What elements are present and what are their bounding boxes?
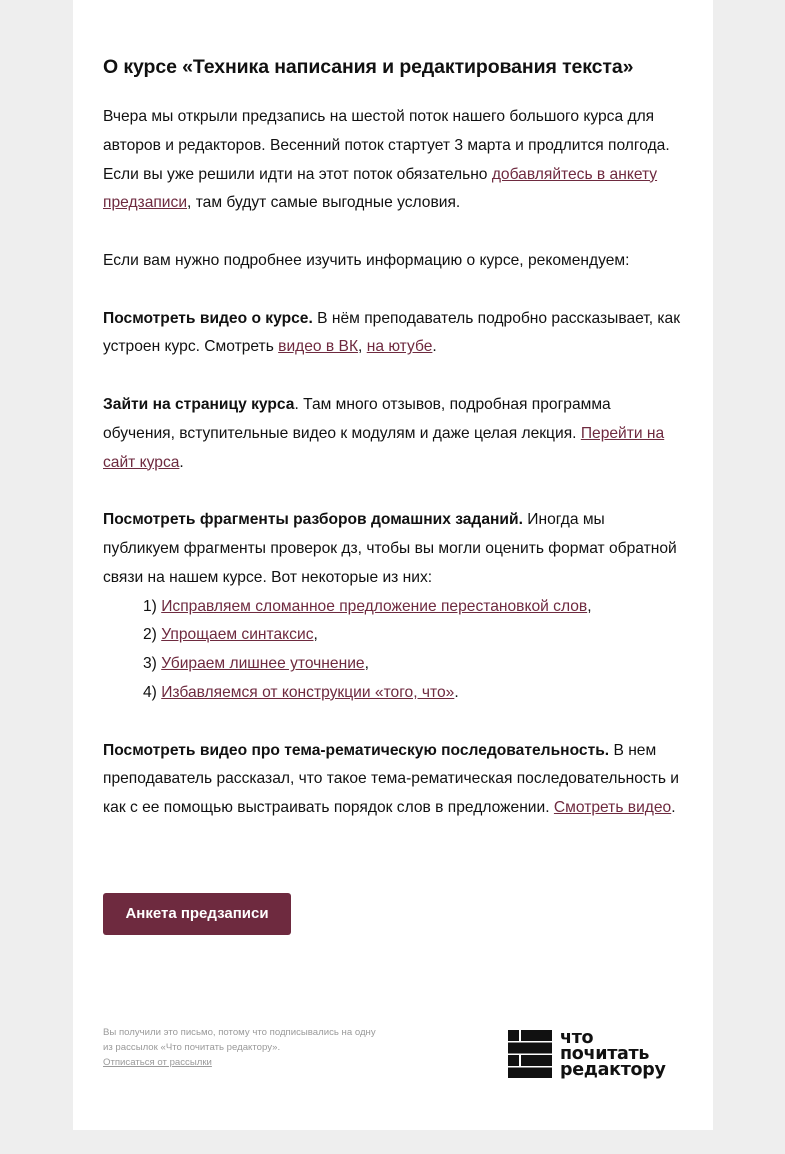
- period-text: .: [432, 338, 437, 356]
- homework-link-1[interactable]: Исправляем сломанное предложение перестановкой слов: [161, 597, 588, 615]
- list-item-punct: .: [454, 683, 459, 701]
- homework-heading: Посмотреть фрагменты разборов домашних заданий.: [103, 511, 523, 529]
- list-item: [143, 679, 685, 708]
- course-page-paragraph: [103, 391, 685, 477]
- list-item: [143, 621, 685, 650]
- homework-text: Иногда мы публикуем фрагменты проверок дз, чтобы вы могли оценить формат обратной связи на нашем курсе. Вот некоторые из них:: [103, 511, 677, 586]
- theme-rheme-text: В нем преподаватель рассказал, что такое тема-рематическая последовательность и как с ее помощью выстраивать порядок слов в предложении.: [103, 741, 680, 817]
- homework-paragraph: [103, 506, 685, 592]
- watch-video-link[interactable]: Смотреть видео: [553, 799, 672, 817]
- list-item-number: 3): [143, 655, 162, 673]
- period-text: .: [671, 799, 676, 817]
- course-title: О курсе «Техника написания и редактирования текста»: [103, 56, 634, 78]
- youtube-video-link[interactable]: на ютубе: [366, 338, 433, 356]
- period-text: .: [179, 453, 184, 471]
- list-item-number: 1): [143, 597, 162, 615]
- list-item: [143, 593, 685, 622]
- logo-line-1: что: [560, 1028, 594, 1048]
- logo-wordmark: [560, 1030, 666, 1078]
- list-item-number: 4): [143, 683, 162, 701]
- logo-line-2: почитать: [560, 1044, 650, 1064]
- recommend-paragraph: Если вам нужно подробнее изучить информацию о курсе, рекомендуем:: [103, 251, 630, 269]
- brand-logo: [508, 1028, 688, 1080]
- email-content: [103, 52, 685, 823]
- preregistration-button[interactable]: Анкета предзаписи: [103, 893, 291, 935]
- logo-line-3: редактору: [560, 1060, 666, 1080]
- vk-video-link[interactable]: видео в ВК: [278, 338, 359, 356]
- theme-rheme-heading: Посмотреть видео про тема-рематическую последовательность.: [103, 741, 610, 759]
- list-item-punct: ,: [587, 597, 592, 615]
- list-item-number: 2): [143, 626, 162, 644]
- unsubscribe-link[interactable]: Отписаться от рассылки: [103, 1057, 212, 1068]
- separator-text: ,: [358, 338, 367, 356]
- intro-paragraph: [103, 103, 685, 218]
- preregistration-form-link[interactable]: добавляйтесь в анкету предзаписи: [103, 165, 658, 212]
- email-footer: [103, 1025, 383, 1070]
- homework-link-3[interactable]: Убираем лишнее уточнение: [161, 655, 365, 673]
- footer-notice: Вы получили это письмо, потому что подписывались на одну из рассылок «Что почитать редактору».: [103, 1027, 376, 1053]
- course-page-text: . Там много отзывов, подробная программа обучения, вступительные видео к модулям и даже целая лекция.: [103, 395, 611, 442]
- course-video-text: В нём преподаватель подробно рассказывает, как устроен курс. Смотреть: [103, 309, 681, 356]
- homework-list: [103, 593, 685, 708]
- course-video-heading: Посмотреть видео о курсе.: [103, 309, 313, 327]
- course-video-paragraph: [103, 305, 685, 363]
- stacked-bars-logo-icon: [508, 1030, 552, 1078]
- course-page-heading: Зайти на страницу курса: [103, 395, 295, 413]
- list-item: [143, 650, 685, 679]
- list-item-punct: ,: [364, 655, 369, 673]
- homework-link-4[interactable]: Избавляемся от конструкции «того, что»: [161, 683, 455, 701]
- homework-link-2[interactable]: Упрощаем синтаксис: [161, 626, 314, 644]
- email-card: [73, 0, 713, 1130]
- theme-rheme-paragraph: [103, 737, 685, 823]
- list-item-punct: ,: [313, 626, 318, 644]
- course-site-link[interactable]: Перейти на сайт курса: [103, 424, 665, 471]
- intro-text-1: Вчера мы открыли предзапись на шестой поток нашего большого курса для авторов и редакторов. Весенний поток стартует 3 марта и продлится полгода. Если вы уже решили идти на этот поток обязательно: [103, 108, 670, 183]
- intro-text-2: , там будут самые выгодные условия.: [187, 194, 461, 212]
